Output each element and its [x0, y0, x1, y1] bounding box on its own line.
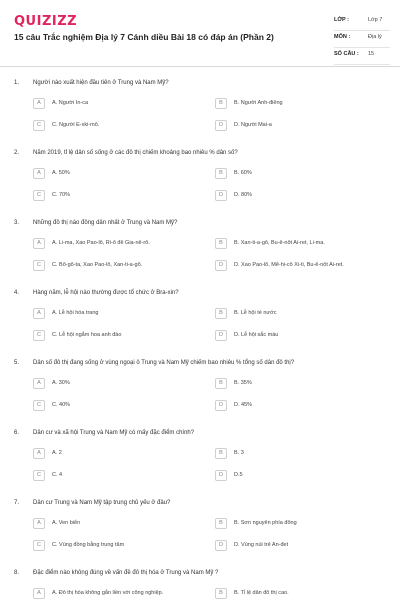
option-text: C. Lễ hội ngắm hoa anh đào — [52, 332, 122, 338]
question-text: Dân cư Trung và Nam Mỹ tập trung chủ yếu ở đâu? — [33, 500, 171, 506]
option-d[interactable] — [215, 539, 385, 552]
option-letter-box: A — [33, 378, 45, 389]
option-b[interactable] — [215, 587, 385, 600]
option-d[interactable] — [215, 469, 385, 482]
option-b[interactable] — [215, 237, 385, 250]
option-d[interactable] — [215, 399, 385, 412]
option-letter-box: D — [215, 120, 227, 131]
question-text: Hàng năm, lễ hội nào thường được tổ chức ở Bra-xin? — [33, 290, 179, 296]
option-letter-box: C — [33, 540, 45, 551]
option-letter-box: B — [215, 518, 227, 529]
option-letter-box: B — [215, 588, 227, 599]
option-text: D.5 — [234, 472, 243, 478]
option-c[interactable] — [33, 189, 203, 202]
option-d[interactable] — [215, 259, 385, 272]
option-b[interactable] — [215, 307, 385, 320]
option-a[interactable] — [33, 377, 203, 390]
option-text: D. Lễ hội sắc màu — [234, 332, 279, 338]
question-text: Năm 2019, tỉ lệ dân số sống ở các đô thị chiếm khoảng bao nhiêu % dân số? — [33, 150, 238, 156]
option-text: B. Tỉ lệ dân đô thị cao. — [234, 590, 289, 596]
option-text: D. Xao Pao-lô, Mê-hi-cô Xi-ti, Bu-ê-nôt Ai-ret. — [234, 262, 344, 268]
option-b[interactable] — [215, 377, 385, 390]
option-letter-box: A — [33, 518, 45, 529]
question-number: 2. — [14, 150, 20, 156]
option-letter-box: B — [215, 378, 227, 389]
question-7 — [0, 490, 400, 560]
option-b[interactable] — [215, 517, 385, 530]
option-letter-box: B — [215, 168, 227, 179]
option-text: B. Người Anh-điêng — [234, 100, 283, 106]
question-text: Người nào xuất hiện đầu tiên ở Trung và Nam Mỹ? — [33, 80, 169, 86]
option-b[interactable] — [215, 97, 385, 110]
option-c[interactable] — [33, 329, 203, 342]
option-c[interactable] — [33, 539, 203, 552]
option-letter-box: C — [33, 400, 45, 411]
meta-label-count: SỐ CÂU : — [334, 51, 359, 57]
option-letter-box: D — [215, 470, 227, 481]
option-text: A. 50% — [52, 170, 70, 176]
option-a[interactable] — [33, 97, 203, 110]
meta-value-subject: Địa lý — [368, 34, 382, 40]
option-letter-box: C — [33, 470, 45, 481]
option-letter-box: B — [215, 308, 227, 319]
option-c[interactable] — [33, 259, 203, 272]
question-number: 4. — [14, 290, 20, 296]
option-text: D. 45% — [234, 402, 253, 408]
option-text: A. Lễ hội hóa trang — [52, 310, 99, 316]
option-text: A. Người In-ca — [52, 100, 89, 106]
question-text: Những đô thị nào đông dân nhất ở Trung và Nam Mỹ? — [33, 220, 178, 226]
option-text: A. Li-ma, Xao Pao-lô, Ri-ô đê Gia-nê-rô. — [52, 240, 150, 246]
option-c[interactable] — [33, 469, 203, 482]
question-1 — [0, 70, 400, 140]
option-letter-box: D — [215, 330, 227, 341]
quiz-title: 15 câu Trắc nghiệm Địa lý 7 Cánh diều Bài 18 có đáp án (Phần 2) — [14, 32, 274, 42]
question-2 — [0, 140, 400, 210]
option-text: B. Sơn nguyên phía đông — [234, 520, 297, 526]
option-d[interactable] — [215, 189, 385, 202]
option-text: B. 3 — [234, 450, 244, 456]
option-letter-box: A — [33, 448, 45, 459]
header-divider — [0, 66, 400, 67]
option-text: C. 40% — [52, 402, 71, 408]
question-text: Dân số đô thị đang sống ở vùng ngoại ô Trung và Nam Mỹ chiếm bao nhiêu % tổng số dân đô thị? — [33, 360, 295, 366]
option-text: A. Ven biển — [52, 520, 81, 526]
option-letter-box: C — [33, 260, 45, 271]
option-d[interactable] — [215, 329, 385, 342]
option-letter-box: D — [215, 400, 227, 411]
option-letter-box: A — [33, 238, 45, 249]
option-letter-box: D — [215, 540, 227, 551]
meta-label-subject: MÔN : — [334, 34, 351, 40]
option-text: B. Xan-ti-a-gô, Bu-ê-nôt Ai-ret, Li-ma. — [234, 240, 325, 246]
option-text: A. Đô thị hóa không gắn liền với công nghiệp. — [52, 590, 164, 596]
option-letter-box: A — [33, 588, 45, 599]
question-list — [0, 70, 400, 600]
question-number: 5. — [14, 360, 20, 366]
meta-value-grade: Lớp 7 — [368, 17, 383, 23]
option-text: B. 35% — [234, 380, 252, 386]
question-number: 8. — [14, 570, 20, 576]
option-text: A. 30% — [52, 380, 70, 386]
question-text: Dân cư và xã hội Trung và Nam Mỹ có mấy đặc điểm chính? — [33, 430, 195, 436]
option-text: C. Vùng đồng bằng trung tâm — [52, 542, 125, 548]
option-letter-box: D — [215, 190, 227, 201]
option-b[interactable] — [215, 167, 385, 180]
question-number: 6. — [14, 430, 20, 436]
quiz-header — [0, 0, 400, 66]
meta-row-subject — [334, 31, 390, 48]
option-b[interactable] — [215, 447, 385, 460]
option-text: D. Vùng núi trẻ An-đet — [234, 542, 289, 548]
option-text: B. 60% — [234, 170, 252, 176]
option-letter-box: A — [33, 308, 45, 319]
question-6 — [0, 420, 400, 490]
option-a[interactable] — [33, 237, 203, 250]
quiz-meta-table — [334, 14, 390, 65]
option-d[interactable] — [215, 119, 385, 132]
meta-row-count — [334, 48, 390, 65]
option-text: B. Lễ hội té nước — [234, 310, 277, 316]
option-text: D. Người Mai-a — [234, 122, 272, 128]
question-5 — [0, 350, 400, 420]
option-letter-box: B — [215, 98, 227, 109]
quizizz-logo[interactable]: QUIZIZZ — [14, 14, 78, 29]
option-a[interactable] — [33, 517, 203, 530]
question-3 — [0, 210, 400, 280]
option-a[interactable] — [33, 447, 203, 460]
question-8 — [0, 560, 400, 600]
question-4 — [0, 280, 400, 350]
option-text: C. Người E-xki-mô. — [52, 122, 100, 128]
meta-label-grade: LỚP : — [334, 17, 349, 23]
option-a[interactable] — [33, 167, 203, 180]
question-number: 3. — [14, 220, 20, 226]
question-number: 7. — [14, 500, 20, 506]
option-letter-box: B — [215, 448, 227, 459]
option-letter-box: C — [33, 330, 45, 341]
option-a[interactable] — [33, 307, 203, 320]
option-letter-box: C — [33, 190, 45, 201]
option-text: C. 4 — [52, 472, 63, 478]
question-text: Đặc điểm nào không đúng về vấn đề đô thị hóa ở Trung và Nam Mỹ ? — [33, 570, 219, 576]
option-letter-box: A — [33, 98, 45, 109]
option-text: C. Bô-gô-ta, Xao Pao-lô, Xan-ti-a-gô. — [52, 262, 143, 268]
option-text: D. 80% — [234, 192, 253, 198]
question-number: 1. — [14, 80, 20, 86]
option-c[interactable] — [33, 119, 203, 132]
option-letter-box: C — [33, 120, 45, 131]
option-letter-box: D — [215, 260, 227, 271]
option-text: A. 2 — [52, 450, 62, 456]
meta-row-grade — [334, 14, 390, 31]
option-letter-box: B — [215, 238, 227, 249]
option-a[interactable] — [33, 587, 203, 600]
meta-value-count: 15 — [368, 51, 375, 57]
option-letter-box: A — [33, 168, 45, 179]
option-c[interactable] — [33, 399, 203, 412]
option-text: C. 70% — [52, 192, 71, 198]
